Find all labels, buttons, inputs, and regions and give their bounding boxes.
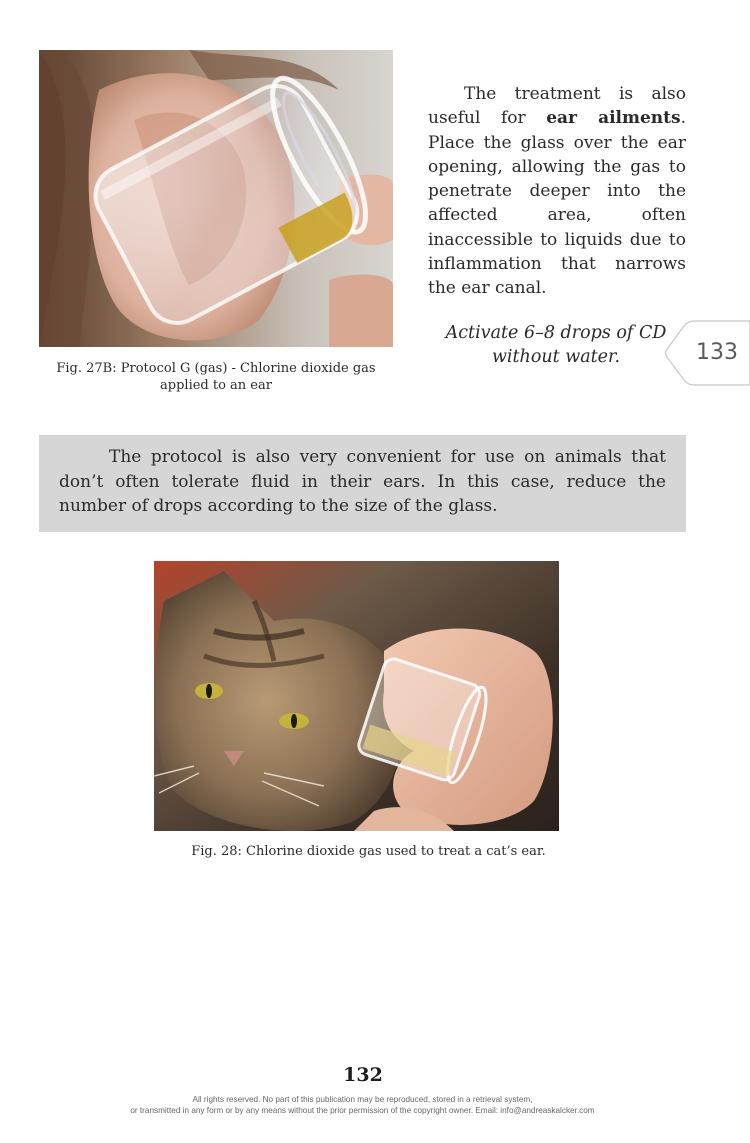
ear-paragraph-lead: The treatment is also useful for bbox=[428, 84, 686, 129]
page-tab bbox=[664, 320, 750, 386]
page-number: 132 bbox=[343, 1064, 383, 1086]
animal-use-note-text: The protocol is also very convenient for use on animals that don’t often tolerate fluid in their ears. In this case, reduce the number of drops according to the size of the glass. bbox=[59, 447, 666, 516]
copyright-line-2: or transmitted in any form or by any means without the prior permission of the copyright owner. Email: info@andreaskalcker.com bbox=[130, 1106, 595, 1115]
copyright-notice bbox=[90, 1094, 635, 1116]
ear-ailments-paragraph bbox=[428, 82, 686, 301]
figure-28-caption: Fig. 28: Chlorine dioxide gas used to treat a cat’s ear. bbox=[191, 844, 546, 859]
figure-27b-caption: Fig. 27B: Protocol G (gas) - Chlorine dioxide gas applied to an ear bbox=[56, 361, 376, 393]
copyright-line-1: All rights reserved. No part of this publication may be reproduced, stored in a retrieval system, bbox=[192, 1095, 533, 1104]
page-tab-number: 133 bbox=[696, 340, 738, 365]
animal-use-note-box bbox=[39, 435, 686, 532]
figure-27b-photo bbox=[39, 50, 393, 347]
activation-instruction: Activate 6–8 drops of CD without water. bbox=[445, 323, 667, 367]
ear-paragraph-rest: . Place the glass over the ear opening, allowing the gas to penetrate deeper into the affected area, often inaccessible to liquids due to inflammation that narrows the ear canal. bbox=[428, 108, 686, 299]
ear-ailments-emphasis: ear ailments bbox=[546, 108, 681, 129]
figure-28-photo bbox=[154, 561, 559, 831]
